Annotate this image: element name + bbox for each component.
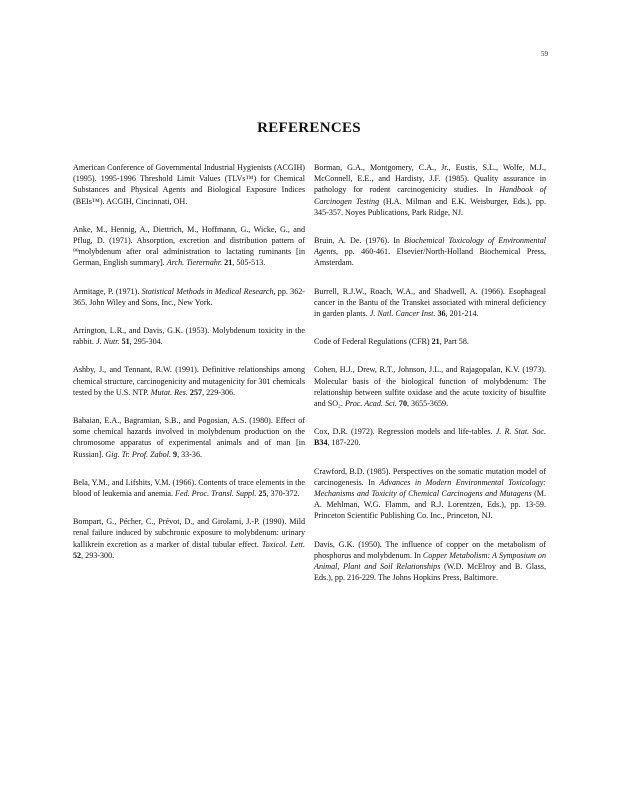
reference-volume: 51 — [121, 337, 130, 347]
reference-entry — [73, 286, 305, 308]
reference-source: Fed. Proc. Transl. Suppl. — [175, 489, 257, 499]
reference-tail: , 505-513. — [232, 258, 266, 268]
reference-tail: (H.A. Milman and E.K. Weisburger, Eds.), pp. 345-357. Noyes Publications, Park Ridge, NJ. — [314, 196, 546, 217]
reference-entry — [73, 364, 305, 398]
reference-volume: 9 — [173, 449, 178, 459]
reference-tail: , 201-214. — [445, 309, 479, 319]
reference-source: Statistical Methods in Medical Research — [141, 286, 274, 296]
reference-tail: , 3655-3659. — [406, 399, 449, 409]
reference-entry — [314, 364, 546, 409]
page-number: 59 — [541, 50, 548, 58]
reference-text: Ashby, J., and Tennant, R.W. (1991). Definitive relationships among chemical structure, carcinogenicity and mutagenicity for 301 chemicals tested by the U.S. NTP. — [73, 365, 305, 397]
reference-entry — [73, 516, 305, 561]
reference-source: Biochemical Toxicology of Environmental Agents — [314, 236, 547, 257]
reference-tail: , 33-36. — [177, 449, 203, 459]
reference-text: Bompart, G., Pécher, C., Prévot, D., and Girolami, J.-P. (1990). Mild renal failure induced by subchronic exposure to molybdenum: urinary kallikrein excretion as a marker of distal tubular effect. — [73, 517, 305, 549]
reference-source: Copper Metabolism: A Symposium on Animal, Plant and Soil Relationships — [314, 550, 546, 572]
reference-text: American Conference of Governmental Industrial Hygienists (ACGIH) (1995). 1995-1996 Threshold Limit Values (TLVs™) for Chemical Substances and Physical Agents and Biological Exposure Indices (BEIs™). ACGIH, Cincinnati, OH. — [73, 163, 305, 206]
reference-text: Armitage, P. (1971). — [73, 286, 140, 296]
reference-entry — [314, 426, 546, 448]
reference-source: Toxicol. Lett. — [261, 539, 305, 549]
reference-text: Bela, Y.M., and Lifshits, V.M. (1966). Contents of trace elements in the blood of leukemia and anemia. — [73, 477, 305, 499]
references-heading: REFERENCES — [257, 120, 361, 136]
reference-entry — [73, 325, 305, 347]
reference-source: J. R. Stat. Soc. — [495, 427, 546, 437]
reference-entry — [314, 466, 546, 522]
reference-volume: B34 — [314, 438, 328, 448]
reference-source: Arch. Tierernahr. — [166, 258, 223, 268]
reference-source: Mutat. Res. — [150, 387, 188, 397]
reference-text: Davis, G.K. (1950). The influence of copper on the metabolism of phosphorus and molybdenum. In — [314, 539, 546, 560]
reference-entry — [314, 286, 546, 320]
reference-entry — [73, 477, 305, 499]
reference-tail: , 293-300. — [81, 550, 115, 560]
reference-text: Babaian, E.A., Bagramian, S.B., and Pogosian, A.S. (1980). Effect of some chemical hazards involved in molybdenum production on the chromosome apparatus of experimental animals and of man [in Russian]. — [73, 416, 305, 459]
reference-source: J. Natl. Cancer Inst. — [369, 309, 436, 319]
references-left-column — [73, 162, 305, 578]
reference-text: Cohen, H.J., Drew, R.T., Johnson, J.L., and Rajagopalan, K.V. (1973). Molecular basis of the biological function of molybdenum: The relationship between sulfite oxidase and the acute toxicity of bisulfite and SO₂. — [314, 365, 546, 409]
reference-volume: 257 — [189, 387, 203, 397]
reference-source: Gig. Tr. Prof. Zabol. — [105, 449, 171, 459]
reference-volume: 25 — [258, 489, 267, 499]
reference-source: Handbook of Carcinogen Testing — [314, 185, 546, 206]
reference-tail: , 295-304. — [129, 337, 163, 347]
reference-text: Code of Federal Regulations (CFR) — [314, 337, 430, 347]
reference-tail: , 370-372. — [266, 489, 300, 499]
reference-entry — [73, 162, 305, 207]
reference-entry — [314, 336, 546, 347]
reference-tail: , pp. 460-461. Elsevier/North-Holland Biochemical Press, Amsterdam. — [314, 247, 546, 268]
reference-volume: 36 — [437, 309, 446, 319]
reference-tail: , pp. 362-365. John Wiley and Sons, Inc., New York. — [73, 286, 305, 307]
reference-text: Anke, M., Hennig, A., Diettrich, M., Hoffmann, G., Wicke, G., and Pflug, D. (1971). Absorption, excretion and distribution pattern of ⁹⁹molybdenum after oral administration to lactating ruminants [in German, English summary]. — [73, 224, 305, 268]
reference-entry — [314, 539, 546, 584]
reference-tail: (M. A. Mehlman, W.G. Flamm, and R.J. Lorentzen, Eds.), pp. 13-59. Princeton Scientific Publishing Co. Inc., Princeton, NJ. — [314, 489, 546, 521]
reference-entry — [314, 162, 546, 218]
reference-text: Arrington, L.R., and Davis, G.K. (1953). Molybdenum toxicity in the rabbit. — [73, 326, 305, 347]
reference-source: Advances in Modern Environmental Toxicology: Mechanisms and Toxicity of Chemical Carcinogens and Mutagens — [314, 477, 547, 499]
references-right-column — [314, 162, 546, 600]
reference-tail: , 229-306. — [202, 387, 236, 397]
reference-volume: 21 — [431, 337, 440, 347]
reference-tail: , 187-220. — [327, 438, 361, 448]
reference-tail: , Part 58. — [439, 337, 469, 347]
reference-volume: 21 — [224, 258, 233, 268]
reference-source: J. Nutr. — [95, 337, 120, 347]
reference-tail: (W.D. McElroy and B. Glass, Eds.), pp. 216-229. The Johns Hopkins Press, Baltimore. — [314, 562, 546, 583]
reference-text: Burrell, R.J.W., Roach, W.A., and Shadwell, A. (1966). Esophageal cancer in the Bantu of the Transkei associated with mineral deficiency in garden plants. — [314, 286, 546, 319]
reference-text: Cox, D.R. (1972). Regression models and life-tables. — [314, 427, 493, 437]
reference-text: Crawford, B.D. (1985). Perspectives on the somatic mutation model of carcinogenesis. In — [314, 466, 546, 487]
reference-entry — [73, 224, 305, 269]
reference-volume: 70 — [398, 399, 407, 409]
reference-volume: 52 — [73, 550, 82, 560]
reference-entry — [314, 235, 546, 269]
reference-source: Proc. Acad. Sci. — [344, 399, 397, 409]
reference-text: Bruin, A. De. (1976). In — [314, 236, 400, 246]
reference-text: Borman, G.A., Montgomery, C.A., Jr., Eustis, S.L., Wolfe, M.J., McConnell, E.E., and Hardisty, J.F. (1985). Quality assurance in pathology for rodent carcinogenicity studies. In — [314, 163, 546, 195]
reference-entry — [73, 415, 305, 460]
